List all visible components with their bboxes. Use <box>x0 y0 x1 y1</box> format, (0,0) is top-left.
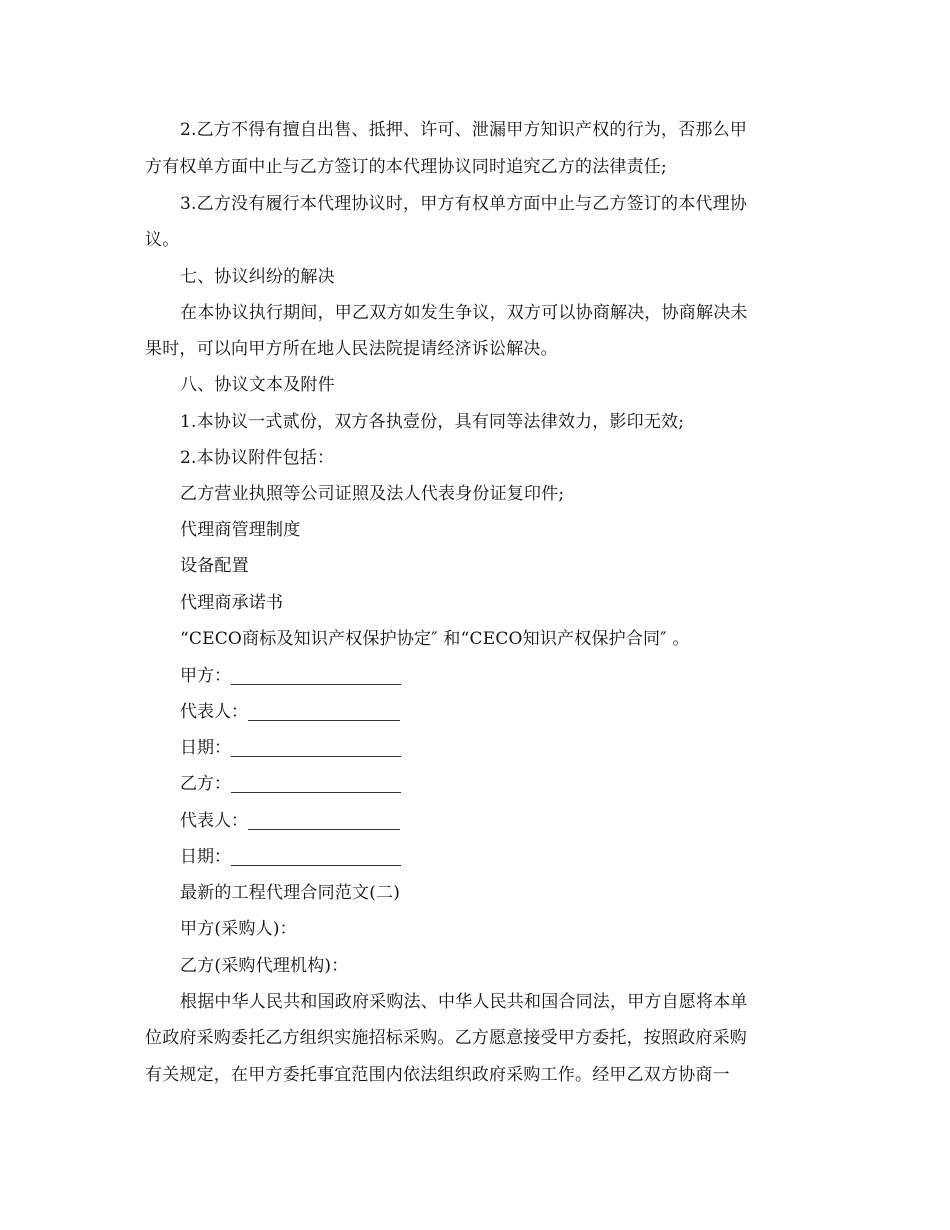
paragraph-line: 在本协议执行期间，甲乙双方如发生争议，双方可以协商解决，协商解决未 <box>180 303 748 323</box>
signature-blank <box>231 662 401 685</box>
paragraph-line: 议。 <box>145 230 180 250</box>
paragraph-line: 1.本协议一式贰份，双方各执壹份，具有同等法律效力，影印无效; <box>180 412 685 432</box>
paragraph-line: 方有权单方面中止与乙方签订的本代理协议同时追究乙方的法律责任; <box>145 157 667 177</box>
paragraph-line: 根据中华人民共和国政府采购法、中华人民共和国合同法，甲方自愿将本单 <box>180 992 748 1012</box>
signature-row-party-b <box>180 766 401 802</box>
signature-label: 乙方： <box>180 774 231 794</box>
attachment-item: 代理商管理制度 <box>180 520 301 540</box>
paragraph-line: 3.乙方没有履行本代理协议时，甲方有权单方面中止与乙方签订的本代理协 <box>180 194 748 214</box>
signature-row-date-b <box>180 839 401 875</box>
paragraph-line: 2.本协议附件包括： <box>180 448 335 468</box>
signature-blank <box>231 770 401 793</box>
signature-blank <box>248 698 400 721</box>
attachment-item: 乙方营业执照等公司证照及法人代表身份证复印件; <box>180 484 565 504</box>
party-line: 乙方(采购代理机构)： <box>180 956 349 976</box>
signature-blank <box>231 843 401 866</box>
signature-blank <box>231 734 401 757</box>
attachment-item: 设备配置 <box>180 556 249 576</box>
paragraph-line: 有关规定，在甲方委托事宜范围内依法组织政府采购工作。经甲乙双方协商一 <box>145 1065 730 1085</box>
signature-row-representative-b <box>180 803 400 839</box>
section-heading: 八、协议文本及附件 <box>180 375 335 395</box>
signature-label: 日期： <box>180 847 231 867</box>
signature-row-date-a <box>180 730 401 766</box>
signature-label: 代表人： <box>180 702 248 722</box>
attachment-item: 代理商承诺书 <box>180 593 284 613</box>
signature-row-party-a <box>180 658 401 694</box>
section-heading: 七、协议纠纷的解决 <box>180 267 335 287</box>
signature-label: 代表人： <box>180 811 248 831</box>
paragraph-line: 位政府采购委托乙方组织实施招标采购。乙方愿意接受甲方委托，按照政府采购 <box>145 1028 747 1048</box>
signature-label: 日期： <box>180 738 231 758</box>
paragraph-line: 2.乙方不得有擅自出售、抵押、许可、泄漏甲方知识产权的行为，否那么甲 <box>180 120 748 140</box>
section-title: 最新的工程代理合同范文(二) <box>180 883 401 903</box>
signature-label: 甲方： <box>180 666 231 686</box>
signature-blank <box>248 807 400 830</box>
signature-row-representative-a <box>180 694 400 730</box>
party-line: 甲方(采购人)： <box>180 919 297 939</box>
attachment-item: “CECO商标及知识产权保护协定″ 和“CECO知识产权保护合同″ 。 <box>180 629 690 649</box>
paragraph-line: 果时，可以向甲方所在地人民法院提请经济诉讼解决。 <box>145 339 558 359</box>
